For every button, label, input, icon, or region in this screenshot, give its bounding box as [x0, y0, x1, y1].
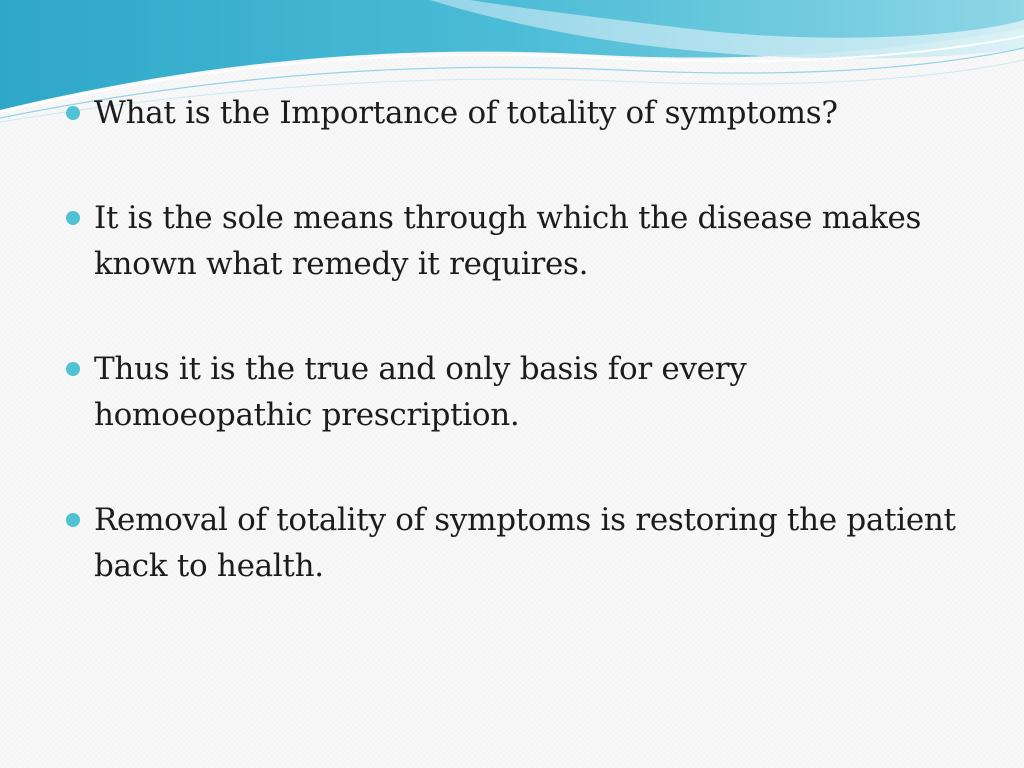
bullet-list: [66, 90, 966, 589]
bullet-text: Thus it is the true and only basis for every homoeopathic prescription.: [94, 351, 747, 433]
bullet-item: [66, 346, 966, 438]
bullet-item: [66, 195, 966, 287]
bullet-item: [66, 90, 966, 136]
bullet-dot-icon: [66, 362, 80, 376]
bullet-item: [66, 497, 966, 589]
bullet-dot-icon: [66, 211, 80, 225]
bullet-text: Removal of totality of symptoms is restoring the patient back to health.: [94, 502, 956, 584]
bullet-text: It is the sole means through which the disease makes known what remedy it requires.: [94, 200, 922, 282]
bullet-dot-icon: [66, 106, 80, 120]
bullet-dot-icon: [66, 513, 80, 527]
bullet-text: What is the Importance of totality of symptoms?: [94, 95, 838, 131]
